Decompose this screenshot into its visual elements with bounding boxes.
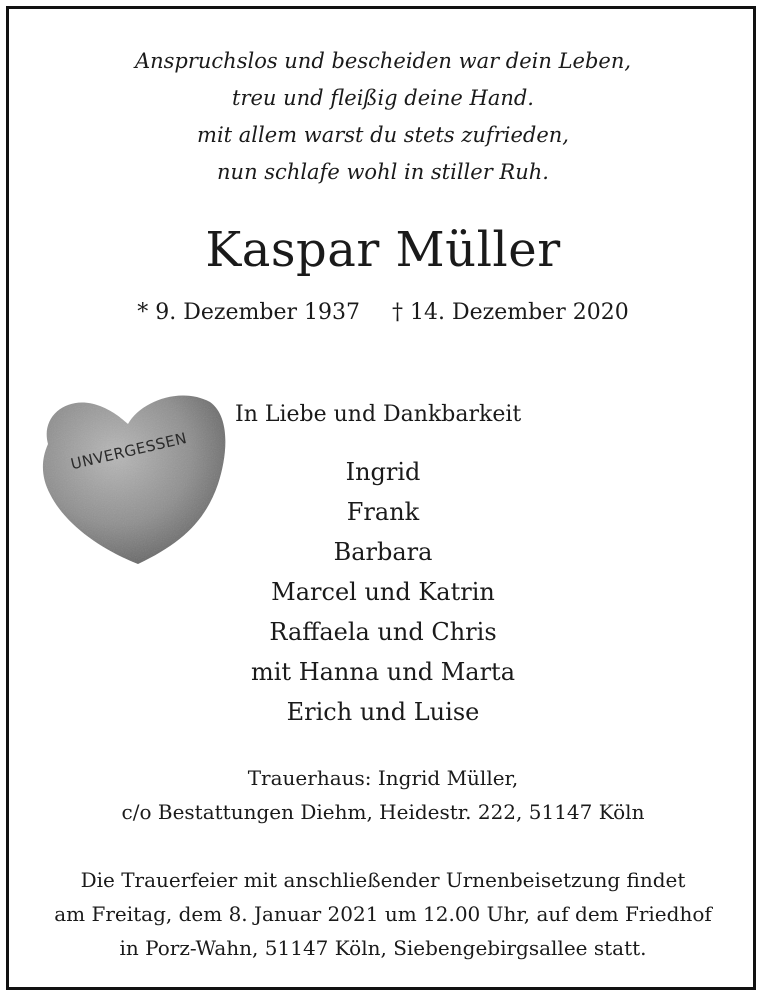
family-member: Marcel und Katrin [271,578,495,606]
death-date: † 14. Dezember 2020 [392,300,629,325]
house-line: Trauerhaus: Ingrid Müller, [247,766,519,790]
family-member: Erich und Luise [286,698,480,726]
ceremony-line: in Porz-Wahn, 51147 Köln, Siebengebirgsallee statt. [119,936,647,960]
engraving-text: UNVERGESSEN [69,429,189,474]
life-dates [0,300,766,325]
thanks-line: In Liebe und Dankbarkeit [235,402,522,427]
family-member: Frank [346,498,420,526]
family-member: mit Hanna und Marta [250,658,515,686]
ceremony-line: Die Trauerfeier mit anschließender Urnenbeisetzung findet [80,868,686,892]
family-member: Barbara [333,538,433,566]
family-member: Ingrid [345,458,421,486]
poem-line: nun schlafe wohl in stiller Ruh. [217,160,549,184]
poem-line: mit allem warst du stets zufrieden, [197,123,569,147]
family-member: Raffaela und Chris [269,618,497,646]
birth-date: * 9. Dezember 1937 [137,300,360,325]
poem-line: treu und fleißig deine Hand. [232,86,534,110]
poem-line: Anspruchslos und bescheiden war dein Leben, [134,49,632,73]
deceased-name: Kaspar Müller [205,222,561,278]
house-line: c/o Bestattungen Diehm, Heidestr. 222, 51147 Köln [121,800,645,824]
ceremony-line: am Freitag, dem 8. Januar 2021 um 12.00 Uhr, auf dem Friedhof [54,902,712,926]
